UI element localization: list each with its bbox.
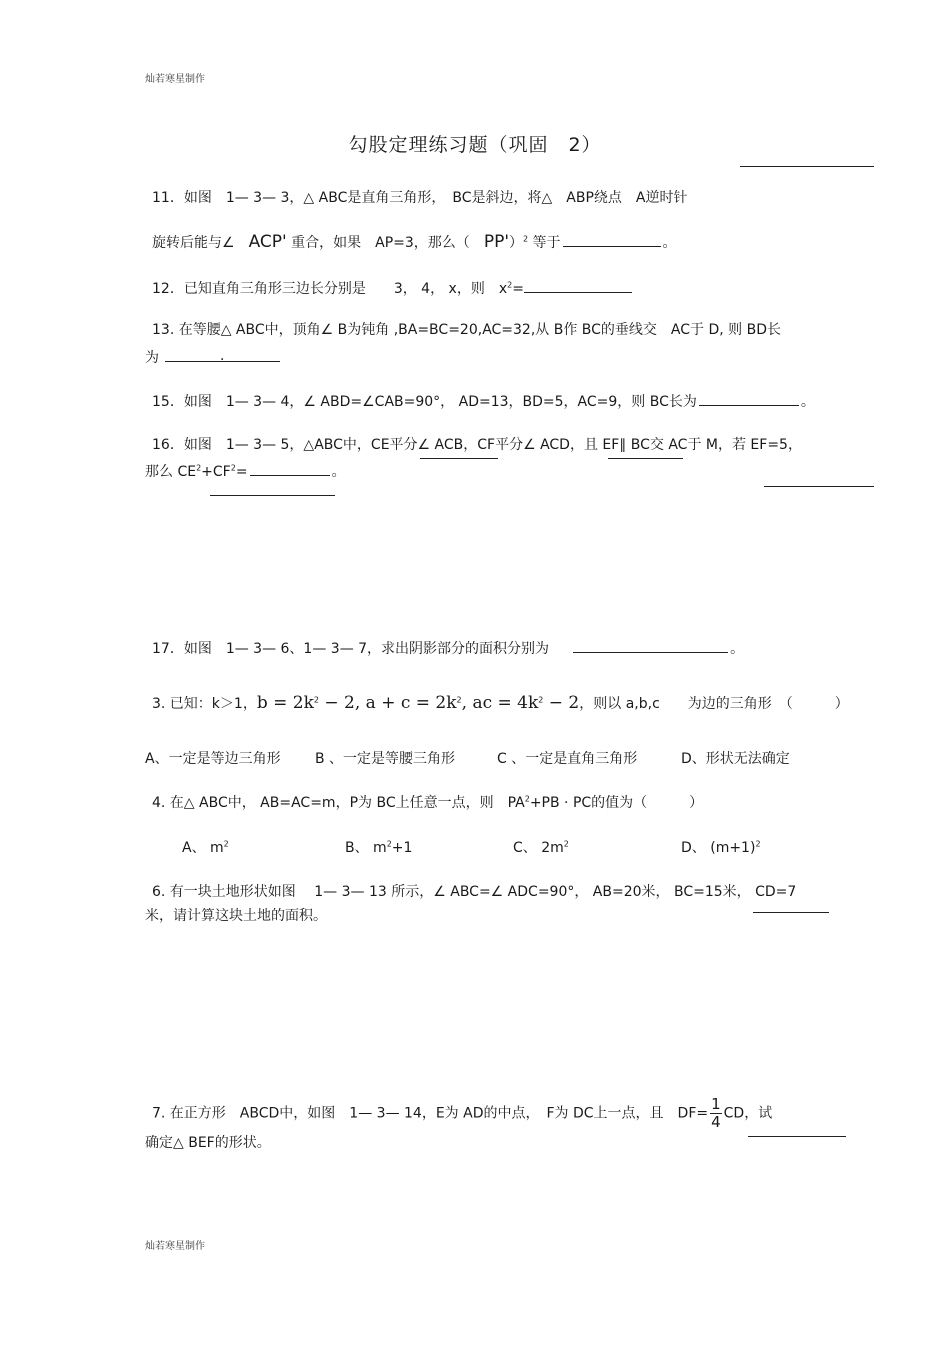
question-3 bbox=[152, 694, 849, 713]
q3-sup-b: 2 bbox=[456, 695, 462, 705]
q3-prefix: 3. 已知：k＞1， bbox=[152, 696, 257, 712]
q3-option-d: D、形状无法确定 bbox=[681, 751, 790, 767]
q17-answer-blank bbox=[573, 638, 728, 653]
q4-option-b bbox=[345, 839, 412, 857]
question-6-line1: 6. 有一块土地形状如图 1— 3— 13 所示，∠ ABC=∠ ADC=90°， AB=20米， BC=15米， CD=7 bbox=[152, 884, 797, 900]
q17-text: 17．如图 1— 3— 6、1— 3— 7，求出阴影部分的面积分别为 bbox=[152, 641, 550, 657]
q11-acp: ACP' bbox=[248, 232, 287, 252]
q16-mark-underline-2 bbox=[608, 458, 683, 459]
q15-end: 。 bbox=[800, 394, 815, 410]
q4-option-b-text: B、 m bbox=[345, 840, 387, 856]
q13-text: 为 bbox=[145, 350, 159, 366]
question-11-line1: 11．如图 1— 3— 3，△ ABC是直角三角形， BC是斜边，将△ ABP绕点 A逆时针 bbox=[152, 190, 688, 206]
question-11-line2 bbox=[152, 232, 677, 252]
q7-text-b: CD，试 bbox=[723, 1105, 773, 1122]
q16-end: 。 bbox=[331, 464, 346, 480]
question-17 bbox=[152, 638, 744, 658]
q13-answer-blank bbox=[165, 347, 280, 362]
q3-sup-c: 2 bbox=[538, 695, 544, 705]
q3-option-b: B 、一定是等腰三角形 bbox=[315, 751, 456, 767]
page-title: 勾股定理练习题（巩固 2） bbox=[348, 134, 602, 156]
q16-text-a: 那么 CE bbox=[145, 464, 197, 480]
q12-sup: 2 bbox=[507, 280, 513, 290]
q11-text-d: 等于 bbox=[528, 235, 561, 251]
q7-frac-num: 1 bbox=[711, 1095, 721, 1113]
q17-end: 。 bbox=[730, 641, 745, 657]
question-15 bbox=[152, 391, 815, 411]
q12-answer-blank bbox=[524, 278, 632, 293]
question-16-line1: 16．如图 1— 3— 5，△ABC中，CE平分∠ ACB，CF平分∠ ACD，且 EF∥ BC交 AC于 M，若 EF=5， bbox=[152, 437, 802, 453]
q4-text-b: +PB · PC的值为（ ） bbox=[529, 795, 704, 811]
title-underline bbox=[740, 166, 874, 167]
q16-plus: +CF bbox=[201, 464, 231, 480]
question-16-line2 bbox=[145, 461, 346, 481]
q13-dot: . bbox=[220, 348, 225, 364]
q16-sup1: 2 bbox=[196, 463, 202, 473]
question-13-line2 bbox=[145, 347, 280, 367]
q4-option-c-sup: 2 bbox=[563, 839, 569, 849]
q11-text-a: 旋转后能与∠ bbox=[152, 235, 249, 251]
q11-pp: PP' bbox=[483, 232, 509, 252]
q4-option-d bbox=[681, 839, 761, 857]
q11-text-c: ） bbox=[509, 235, 523, 251]
q3-suffix: ，则以 a,b,c 为边的三角形 （ ） bbox=[579, 696, 849, 712]
q3-option-c: C 、一定是直角三角形 bbox=[497, 751, 638, 767]
question-12 bbox=[152, 278, 632, 298]
q4-option-d-text: D、 (m+1) bbox=[681, 840, 756, 856]
q16-extra-rule bbox=[210, 495, 335, 496]
question-7-line2: 确定△ BEF的形状。 bbox=[145, 1135, 271, 1151]
q4-option-c bbox=[513, 839, 569, 857]
q16-answer-blank bbox=[250, 461, 330, 476]
q11-answer-blank bbox=[563, 232, 661, 247]
header-watermark: 灿若寒星制作 bbox=[145, 74, 205, 85]
q7-fraction bbox=[710, 1096, 722, 1131]
q3-formula-a: b = 2k bbox=[256, 693, 314, 713]
q4-option-b-tail: +1 bbox=[391, 840, 413, 856]
q16-mark-underline-1 bbox=[420, 458, 498, 459]
question-6-line2: 米，请计算这块土地的面积。 bbox=[145, 908, 327, 924]
footer-watermark: 灿若寒星制作 bbox=[145, 1241, 205, 1252]
q4-option-a-sup: 2 bbox=[223, 839, 229, 849]
q16-sup2: 2 bbox=[230, 463, 236, 473]
q7-frac-den: 4 bbox=[711, 1113, 721, 1131]
q4-option-d-sup: 2 bbox=[755, 839, 761, 849]
q15-answer-blank bbox=[699, 391, 799, 406]
q4-option-c-text: C、 2m bbox=[513, 840, 564, 856]
q11-text-b: 重合，如果 AP=3，那么（ bbox=[286, 235, 484, 251]
q16-eq: = bbox=[235, 464, 248, 480]
q4-option-a bbox=[182, 839, 229, 857]
q12-eq: = bbox=[512, 281, 524, 297]
q4-text-a: 4. 在△ ABC中， AB=AC=m，P为 BC上任意一点，则 PA bbox=[152, 795, 525, 811]
q3-formula-b: − 2, a + c = 2k bbox=[318, 693, 457, 713]
q7-right-rule bbox=[748, 1136, 846, 1137]
q3-formula-d: − 2 bbox=[543, 693, 580, 713]
question-13-line1: 13. 在等腰△ ABC中，顶角∠ B为钝角 ,BA=BC=20,AC=32,从 B作 BC的垂线交 AC于 D, 则 BD长 bbox=[152, 322, 782, 338]
q3-sup-a: 2 bbox=[313, 695, 319, 705]
q12-text: 12．已知直角三角形三边长分别是 3， 4， x，则 x bbox=[152, 281, 508, 297]
q7-text-a: 7. 在正方形 ABCD中，如图 1— 3— 14，E为 AD的中点， F为 DC上一点，且 DF= bbox=[152, 1105, 709, 1122]
q3-option-a: A、一定是等边三角形 bbox=[145, 751, 281, 767]
q16-right-rule bbox=[764, 486, 874, 487]
q3-formula-c: , ac = 4k bbox=[461, 693, 539, 713]
q6-right-rule bbox=[753, 912, 829, 913]
q4-sup1: 2 bbox=[524, 794, 530, 804]
q4-option-b-sup: 2 bbox=[386, 839, 392, 849]
q11-sup: 2 bbox=[523, 234, 529, 244]
q15-text: 15．如图 1— 3— 4，∠ ABD=∠CAB=90°， AD=13，BD=5，AC=9，则 BC长为 bbox=[152, 394, 697, 410]
question-7-line1 bbox=[152, 1096, 772, 1131]
q4-option-a-text: A、 m bbox=[182, 840, 224, 856]
q11-end: 。 bbox=[662, 235, 677, 251]
question-4 bbox=[152, 794, 703, 812]
